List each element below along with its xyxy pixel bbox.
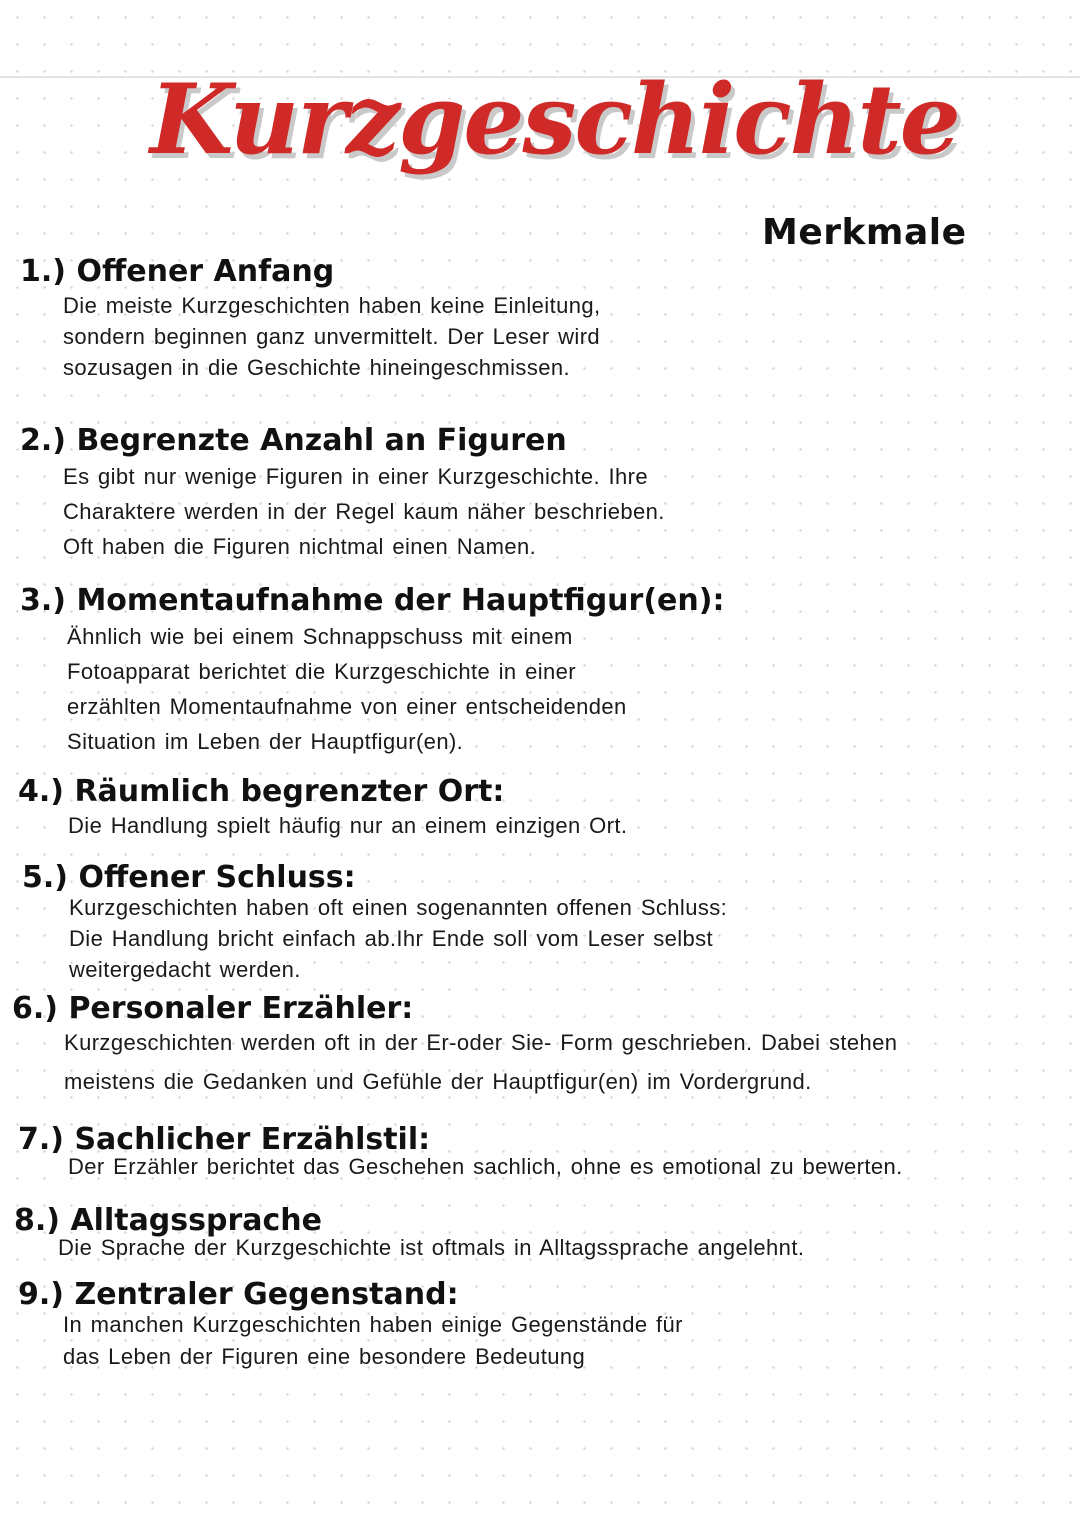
body-line: Kurzgeschichten haben oft einen sogenannten offenen Schluss: (69, 895, 728, 920)
section-body (64, 1023, 897, 1101)
body-line: Die meiste Kurzgeschichten haben keine Einleitung, (63, 293, 601, 318)
section-title: Räumlich begrenzter Ort: (74, 774, 505, 809)
section-body (67, 619, 724, 759)
body-line: Es gibt nur wenige Figuren in einer Kurzgeschichte. Ihre (63, 464, 649, 489)
section-personaler-erzaehler (12, 991, 897, 1101)
section-zentraler-gegenstand (18, 1277, 683, 1373)
section-heading (20, 423, 665, 459)
section-number: 6.) (12, 991, 58, 1026)
section-offener-schluss (22, 860, 727, 985)
page-title: Kurzgeschichte (150, 63, 959, 176)
section-number: 1.) (20, 254, 66, 289)
section-title: Personaler Erzähler: (68, 991, 414, 1026)
body-line: Ähnlich wie bei einem Schnappschuss mit einem (67, 624, 573, 649)
page-subtitle: Merkmale (762, 212, 967, 253)
body-line: Charaktere werden in der Regel kaum näher beschrieben. (63, 499, 665, 524)
section-body (63, 1309, 683, 1373)
section-heading (18, 1277, 683, 1313)
section-offener-anfang (20, 254, 601, 383)
body-line: Oft haben die Figuren nichtmal einen Namen. (63, 534, 537, 559)
body-line: Fotoapparat berichtet die Kurzgeschichte in einer (67, 659, 576, 684)
section-number: 7.) (18, 1122, 64, 1157)
section-heading (18, 774, 627, 810)
section-body (63, 290, 601, 383)
section-body (68, 1152, 903, 1182)
section-body (68, 810, 627, 842)
section-title: Offener Anfang (76, 254, 335, 289)
body-line: Kurzgeschichten werden oft in der Er-oder Sie- Form geschrieben. Dabei stehen (64, 1030, 898, 1055)
section-begrenzte-anzahl (20, 423, 665, 564)
body-line: erzählten Momentaufnahme von einer entscheidenden (67, 694, 627, 719)
body-line: Der Erzähler berichtet das Geschehen sachlich, ohne es emotional zu bewerten. (68, 1154, 903, 1179)
section-title: Alltagssprache (70, 1203, 322, 1238)
section-sachlicher-erzaehlstil (18, 1122, 903, 1182)
section-heading (20, 254, 601, 290)
section-number: 3.) (20, 583, 66, 618)
section-heading (22, 860, 727, 896)
section-number: 9.) (18, 1277, 64, 1312)
section-title: Offener Schluss: (78, 860, 356, 895)
body-line: meistens die Gedanken und Gefühle der Hauptfigur(en) im Vordergrund. (64, 1069, 812, 1094)
section-number: 2.) (20, 423, 66, 458)
section-heading (20, 583, 724, 619)
body-line: Die Sprache der Kurzgeschichte ist oftmals in Alltagssprache angelehnt. (58, 1235, 805, 1260)
section-body (63, 459, 665, 564)
section-number: 5.) (22, 860, 68, 895)
section-title: Sachlicher Erzählstil: (74, 1122, 431, 1157)
body-line: das Leben der Figuren eine besondere Bedeutung (63, 1344, 586, 1369)
section-heading (12, 991, 897, 1027)
section-momentaufnahme (20, 583, 724, 759)
section-body (69, 892, 727, 985)
body-line: Die Handlung spielt häufig nur an einem einzigen Ort. (68, 813, 628, 838)
body-line: weitergedacht werden. (69, 957, 301, 982)
section-title: Zentraler Gegenstand: (74, 1277, 459, 1312)
section-body (58, 1233, 804, 1263)
body-line: sondern beginnen ganz unvermittelt. Der Leser wird (63, 324, 601, 349)
section-title: Begrenzte Anzahl an Figuren (76, 423, 567, 458)
section-number: 8.) (14, 1203, 60, 1238)
section-raeumlich-begrenzt (18, 774, 627, 842)
section-number: 4.) (18, 774, 64, 809)
section-alltagssprache (14, 1203, 804, 1263)
section-title: Momentaufnahme der Hauptfigur(en): (76, 583, 725, 618)
body-line: Situation im Leben der Hauptfigur(en). (67, 729, 464, 754)
body-line: Die Handlung bricht einfach ab.Ihr Ende soll vom Leser selbst (69, 926, 714, 951)
body-line: In manchen Kurzgeschichten haben einige Gegenstände für (63, 1312, 683, 1337)
body-line: sozusagen in die Geschichte hineingeschmissen. (63, 355, 571, 380)
